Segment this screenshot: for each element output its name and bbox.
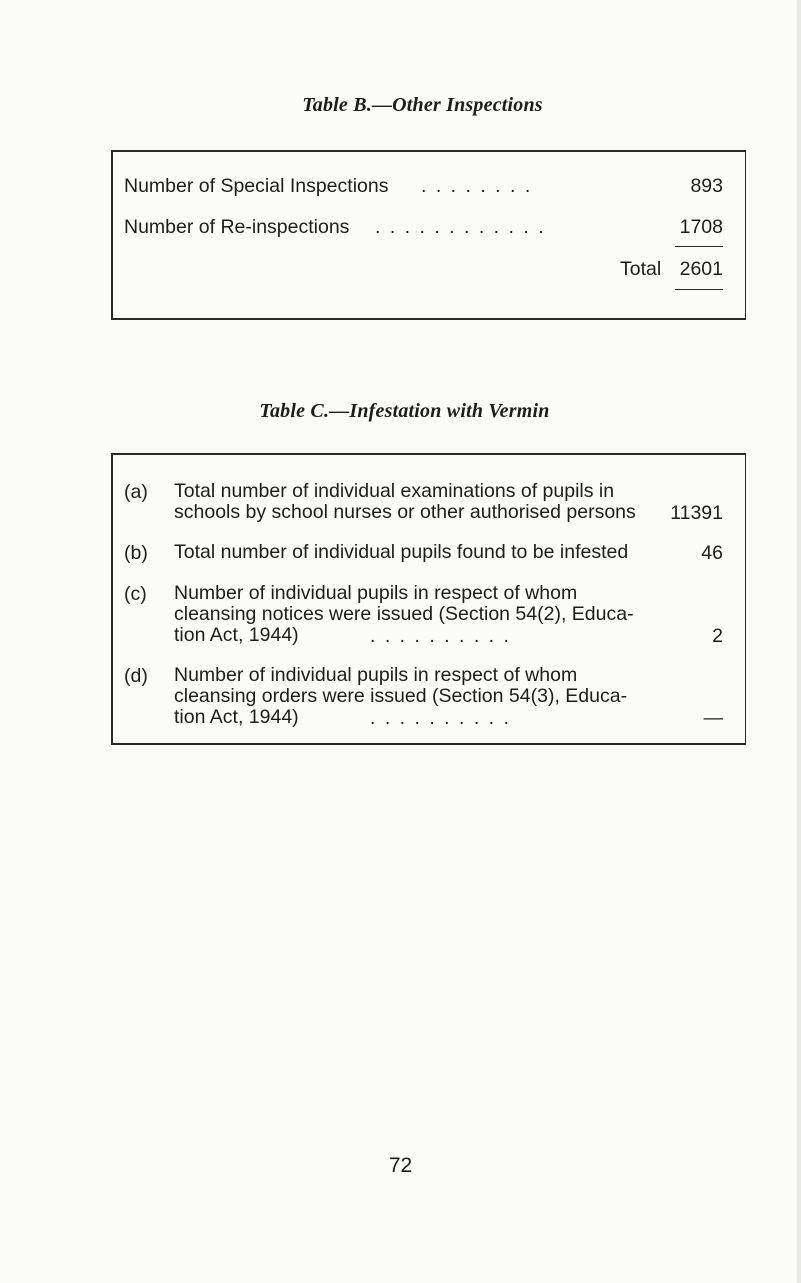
item-c-line-1: Number of individual pupils in respect of whom: [174, 582, 578, 604]
item-d-letter: (d): [124, 665, 148, 687]
item-b-value: 46: [701, 542, 723, 564]
item-a-line-2: schools by school nurses or other authorised persons: [174, 501, 636, 523]
re-inspections-leaders: . . . . . . . . . . . .: [375, 216, 546, 238]
total-value: 2601: [679, 258, 723, 280]
item-d-line-1: Number of individual pupils in respect of whom: [174, 664, 578, 686]
item-d-value: —: [703, 707, 723, 729]
total-bottom-rule: [675, 289, 723, 290]
special-inspections-label: Number of Special Inspections: [124, 175, 389, 197]
page-number: 72: [388, 1154, 413, 1177]
total-top-rule: [675, 246, 723, 247]
special-inspections-leaders: . . . . . . . .: [421, 175, 533, 197]
re-inspections-value: 1708: [679, 216, 723, 238]
item-c-leaders: . . . . . . . . . .: [370, 625, 511, 647]
item-a-letter: (a): [124, 481, 148, 503]
item-b-letter: (b): [124, 542, 148, 564]
item-d-leaders: . . . . . . . . . .: [370, 707, 511, 729]
item-b-text: [174, 542, 628, 563]
item-d-line-2: cleansing orders were issued (Section 54(3), Educa-: [174, 685, 628, 707]
item-c-line-2: cleansing notices were issued (Section 54(2), Educa-: [174, 603, 634, 625]
total-label: Total: [620, 258, 662, 280]
table-b-title: Table B.—Other Inspections: [302, 94, 543, 116]
special-inspections-value: 893: [690, 175, 723, 197]
page-edge: [797, 0, 801, 1283]
item-a-line-1: Total number of individual examinations of pupils in: [174, 480, 615, 502]
item-c-line-3: tion Act, 1944): [174, 624, 299, 646]
item-b-line-1: Total number of individual pupils found to be infested: [174, 541, 629, 563]
table-b: [111, 150, 746, 320]
item-c-letter: (c): [124, 583, 147, 605]
item-c-value: 2: [712, 625, 723, 647]
item-d-line-3: tion Act, 1944): [174, 706, 299, 728]
re-inspections-label: Number of Re-inspections: [124, 216, 350, 238]
item-a-value: 11391: [670, 502, 723, 524]
item-a-text: [174, 481, 636, 523]
table-c-title: Table C.—Infestation with Vermin: [259, 400, 550, 422]
table-c: [111, 453, 746, 745]
